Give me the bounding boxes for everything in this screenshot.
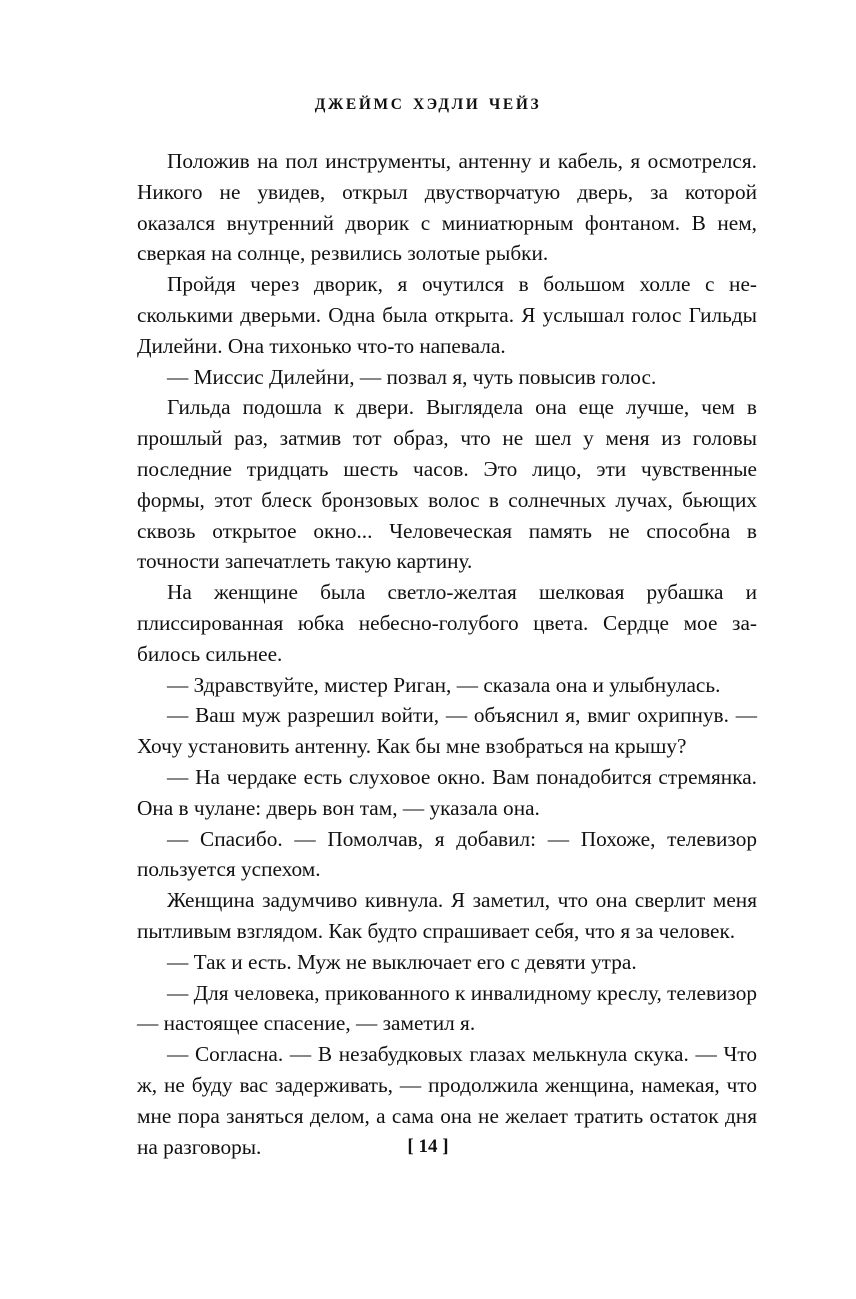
- running-head: ДЖЕЙМС ХЭДЛИ ЧЕЙЗ: [314, 96, 542, 113]
- paragraph: Женщина задумчиво кивнула. Я заметил, что она сверлит меня пытливым взглядом. Как будто спрашивает себя, что я за человек.: [137, 888, 757, 943]
- paragraph: — Миссис Дилейни, — позвал я, чуть повысив голос.: [167, 364, 657, 389]
- paragraph: — Для человека, прикованного к инвалидному креслу, телевизор — настоящее спасение, — заметил я.: [137, 980, 757, 1036]
- paragraph: — Здравствуйте, мистер Риган, — сказала она и улыбнулась.: [167, 672, 721, 697]
- page-number: [ 14 ]: [407, 1136, 449, 1157]
- paragraph: — На чердаке есть слуховое окно. Вам понадобится стремянка. Она в чулане: дверь вон там, — указала она.: [137, 764, 757, 820]
- paragraph: — Спасибо. — Помолчав, я добавил: — Похоже, телевизор пользуется успехом.: [137, 826, 757, 882]
- paragraph: На женщине была светло-желтая шелковая рубашка и плиссированная юбка небесно-голубого цвета. Сердце мое забилось сильнее.: [137, 580, 757, 666]
- paragraph: Пройдя через дворик, я очутился в большом холле с несколькими дверьми. Одна была открыта. Я услышал голос Гильды Дилейни. Она тихонько что-то напевала.: [137, 272, 757, 358]
- paragraph: — Согласна. — В незабудковых глазах мелькнула скука. — Что ж, не буду вас задерживать, — продолжила женщина, намекая, что мне пора заняться делом, а сама она не желает тратить остаток дня на разговоры.: [137, 1042, 757, 1159]
- paragraph: — Ваш муж разрешил войти, — объяснил я, вмиг охрипнув. — Хочу установить антенну. Как бы мне взобраться на крышу?: [137, 703, 757, 759]
- body-text: [137, 146, 757, 1162]
- paragraph: — Так и есть. Муж не выключает его с девяти утра.: [167, 949, 637, 974]
- paragraph: Гильда подошла к двери. Выглядела она еще лучше, чем в прошлый раз, затмив тот образ, что не шел у меня из головы последние тридцать шесть часов. Это лицо, эти чувственные формы, этот блеск бронзовых волос в солнечных лучах, бьющих сквозь открытое окно... Человеческая память не способна в точности запечатлеть такую картину.: [137, 395, 757, 574]
- paragraph: Положив на пол инструменты, антенну и кабель, я осмотрелся. Никого не увидев, открыл двустворчатую дверь, за которой оказался внутренний дворик с миниатюрным фонтаном. В нем, сверкая на солнце, резвились золотые рыбки.: [137, 149, 757, 266]
